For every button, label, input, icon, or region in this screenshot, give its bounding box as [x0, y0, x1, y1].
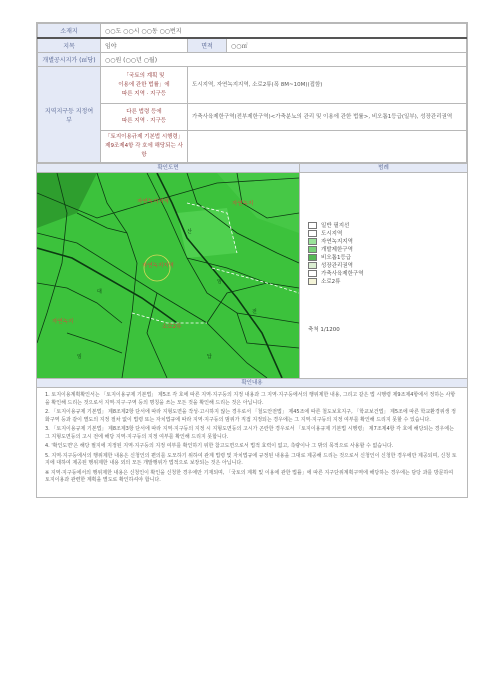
- legend-item: [308, 253, 467, 261]
- legend-item: [308, 221, 467, 229]
- zoning-law-line: 이용에 관한 법률」에: [118, 81, 170, 88]
- zoning-value-other: 가축사육제한구역(전부제한구역)<가축분뇨의 관리 및 이용에 관한 법률>, 비오톱1등급(일부), 성장관리권역: [188, 104, 467, 131]
- land-category-label: 지목: [38, 38, 101, 53]
- map-column: [37, 164, 300, 378]
- legend-swatch: [308, 230, 317, 237]
- zoning-law-decree: [101, 131, 188, 163]
- legend-label: 가축사육제한구역: [321, 271, 364, 277]
- map-title: 확인도면: [37, 164, 299, 173]
- map-lot-label: 임: [217, 279, 222, 285]
- land-category-value: 임야: [101, 38, 188, 53]
- legend-item: [308, 229, 467, 237]
- zoning-law-line: 「국토의 계획 및: [123, 72, 165, 79]
- zoning-value-nplu: 도시지역, 자연녹지지역, 소로2류(폭 8M~10M)(접함): [188, 67, 467, 104]
- map-parcel: [177, 208, 237, 258]
- confirm-paragraph: 5. 지역·지구등에서의 행위제한 내용은 신청인의 편의를 도모하기 위하여 관계 법령 및 자치법규에 규정된 내용을 그대로 제공해 드리는 것으로서 신청인이 신청한 경우에만 제공되며, 신청 토지에 대하여 제공된 행위제한 내용 외의 모든 개발행위가 법적으로 보장되는 것은 아닙니다.: [45, 452, 457, 466]
- zoning-label: 지역지구등 지정여부: [38, 67, 101, 163]
- map-scale: 축척 1/1200: [308, 327, 340, 333]
- legend-swatch: [308, 278, 317, 285]
- info-table: [37, 23, 467, 163]
- legend-column: [300, 164, 467, 378]
- location-value: ○○도 ○○시 ○○동 ○○번지: [101, 24, 467, 39]
- legend-label: 개발제한구역: [321, 247, 353, 253]
- map-lot-label: 전: [252, 309, 257, 315]
- confirmation-map: [37, 173, 299, 378]
- map-zone-label: 자연녹지지역: [142, 263, 174, 269]
- zoning-law-other: [101, 104, 188, 131]
- legend-label: 자연녹지지역: [321, 239, 353, 245]
- legend-swatch: [308, 222, 317, 229]
- legend-label: 소로2류: [321, 279, 341, 285]
- confirm-paragraph: ※ 지역·지구등에서의 행위제한 내용은 신청인이 확인을 신청한 경우에만 기재되며, 「국토의 계획 및 이용에 관한 법률」에 따른 지구단위계획구역에 해당하는 경우에는 담당 과를 방문하여 토지이용과 관련한 계획을 별도로 확인하셔야 합니다.: [45, 469, 454, 483]
- map-lot-label: 임: [77, 354, 82, 360]
- map-zone-label: 자연녹지: [52, 319, 74, 325]
- map-lot-label: 산: [187, 229, 192, 235]
- zoning-law-line: 따른 지역 · 지구등: [121, 118, 167, 124]
- legend-label: 도시지역: [321, 231, 343, 237]
- legend-swatch: [308, 262, 317, 269]
- legend-item: [308, 277, 467, 285]
- legend-label: 일반 필지선: [321, 223, 350, 229]
- zoning-law-nplu: [101, 67, 188, 104]
- zoning-law-line: 다른 법령 등에: [126, 109, 162, 115]
- confirm-paragraph: 4. '확인도면'은 해당 필지에 지정된 지역·지구등의 지정 여부를 확인하기 위한 참고도면으로서 법적 효력이 없고, 측량이나 그 밖의 목적으로 사용할 수 없습니다.: [45, 443, 394, 449]
- legend-item: [308, 261, 467, 269]
- legend-swatch: [308, 270, 317, 277]
- confirm-notes: [37, 388, 467, 497]
- legend-title: 범례: [300, 164, 467, 173]
- legend-label: 비오톱1등급: [321, 255, 352, 261]
- land-use-certificate: [36, 22, 468, 498]
- zoning-law-line: 따른 지역 · 지구등: [121, 90, 167, 97]
- legend-item: [308, 245, 467, 253]
- confirm-paragraph: 2. 「토지이용규제 기본법」 제8조제2항 단서에 따라 지형도면을 작성·고시하지 않는 경우로서 「철도안전법」 제45조에 따른 철도보호지구, 「학교보건법」 제5조에 따른 학교환경위생 정화구역 등과 같이 별도의 지정 절차 없이 법령 또는 자치법규에 따라 지역·지구등의 범위가 직접 지정되는 경우에는 그 지역·지구등의 지정 여부를 확인해 드리지 못할 수 있습니다.: [45, 409, 456, 423]
- zoning-value-decree: [188, 131, 467, 163]
- confirm-title: 확인내용: [37, 378, 467, 388]
- legend-swatch: [308, 238, 317, 245]
- zoning-law-line: 「토지이용규제 기본법 시행령」: [105, 134, 184, 140]
- official-price-value: ○○원 (○○년 ○월): [101, 53, 467, 67]
- area-value: ○○㎡: [227, 38, 467, 53]
- legend-item: [308, 269, 467, 277]
- official-price-label: 개별공시지가 (㎡당): [38, 53, 101, 67]
- legend-list: [300, 173, 467, 333]
- map-lot-label: 답: [207, 354, 212, 360]
- map-zone-label: 소로2류: [162, 324, 182, 330]
- legend-item: [308, 237, 467, 245]
- confirm-paragraph: 3. 「토지이용규제 기본법」 제8조제3항 단서에 따라 지역·지구등의 지정 시 지형도면등의 고시가 곤란한 경우로서 「토지이용규제 기본법 시행령」 제7조제4항 각 호에 해당되는 경우에는 그 지형도면등의 고시 전에 해당 지역·지구등의 지정 여부를 확인해 드리지 못합니다.: [45, 426, 454, 440]
- location-label: 소재지: [38, 24, 101, 39]
- area-label: 면적: [188, 38, 227, 53]
- legend-swatch: [308, 254, 317, 261]
- zoning-law-line: 제9조제4항 각 호에 해당되는 사항: [105, 143, 183, 158]
- map-lot-label: 대: [97, 289, 102, 295]
- map-zone-label: 자연녹지지역: [137, 199, 169, 205]
- legend-swatch: [308, 246, 317, 253]
- map-zone-label: 자연녹지: [232, 201, 254, 207]
- confirm-paragraph: 1. 토지이용계획확인서는 「토지이용규제 기본법」 제5조 각 호에 따른 지역·지구등의 지정 내용과 그 지역·지구등에서의 행위제한 내용, 그리고 같은 법 시행령 제9조제4항에서 정하는 사항을 확인해 드리는 것으로서 지역·지구·구역 등의 명칭을 쓰는 모든 것을 확인해 드리는 것은 아닙니다.: [45, 392, 456, 406]
- map-legend-row: [37, 163, 467, 378]
- legend-label: 성장관리권역: [321, 263, 353, 269]
